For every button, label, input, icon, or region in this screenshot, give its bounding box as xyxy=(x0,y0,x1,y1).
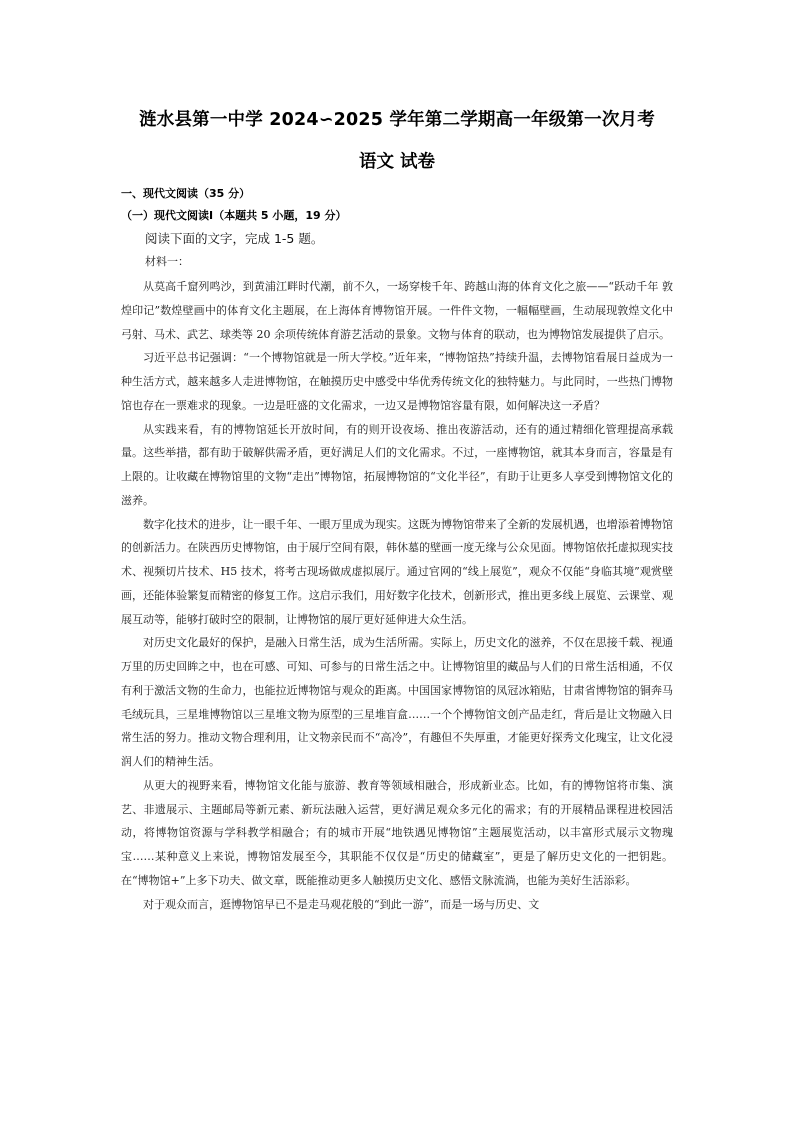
section-heading: 一、现代文阅读（35 分） xyxy=(121,187,251,200)
passage-paragraph: 从莫高千窟列鸣沙，到黄浦江畔时代潮，前不久，一场穿梭千年、跨越山海的体育文化之旅——“跃动千年 敦煌印记”数煌壁画中的体育文化主题展，在上海体育博物馆开展。一件件文物，一幅幅壁画，生动展现敦煌文化中弓射、马术、武艺、球类等 20 余项传统体育游艺活动的景象。文物与体育的联动，也为博物馆发展提供了启示。 xyxy=(121,280,673,341)
passage-body xyxy=(121,275,673,916)
exam-title: 涟水县第一中学 2024∽2025 学年第二学期高一年级第一次月考 xyxy=(139,110,655,130)
exam-subtitle: 语文 试卷 xyxy=(358,152,436,172)
passage-paragraph: 对历史文化最好的保护，是融入日常生活，成为生活所需。实际上，历史文化的滋养，不仅在思接千载、视通万里的历史回眸之中，也在可感、可知、可参与的日常生活之中。让博物馆里的藏品与人们的日常生活相通，不仅有利于激活文物的生命力，也能拉近博物馆与观众的距离。中国国家博物馆的凤冠冰箱贴，甘肃省博物馆的铜奔马毛绒玩具，三星堆博物馆以三星堆文物为原型的三星堆盲盒……一个个博物馆文创产品走红，背后是让文物融入日常生活的努力。推动文物合理利用，让文物亲民而不“高冷”，有趣但不失厚重，才能更好探秀文化瑰宝，让文化浸润人们的精神生活。 xyxy=(121,636,673,768)
passage-paragraph: 从更大的视野来看，博物馆文化能与旅游、教育等领域相融合，形成新业态。比如，有的博物馆将市集、演艺、非遗展示、主题邮局等新元素、新玩法融入运营，更好满足观众多元化的需求；有的开展精品课程进校园活动，将博物馆资源与学科教学相融合；有的城市开展“地铁遇见博物馆”主题展览活动，以丰富形式展示文物瑰宝……某种意义上来说，博物馆发展至今，其职能不仅仅是“历史的储藏室”，更是了解历史文化的一把钥匙。在“博物馆+”上多下功夫、做文章，既能推动更多人触摸历史文化、感悟文脉流淌，也能为美好生活添彩。 xyxy=(121,778,673,887)
passage-paragraph: 数字化技术的进步，让一眼千年、一眼万里成为现实。这既为博物馆带来了全新的发展机遇，也增添着博物馆的创新活力。在陕西历史博物馆，由于展厅空间有限，韩休墓的壁画一度无缘与公众见面。博物馆依托虚拟现实技术、视频切片技术、H5 技术，将考古现场做成虚拟展厅。通过官网的“线上展览”，观众不仅能“身临其境”观赏壁画，还能体验繁复而精密的修复工作。这启示我们，用好数字化技术，创新形式，推出更多线上展览、云课堂、观展互动等，能够打破时空的限制，让博物馆的展厅更好延伸进大众生活。 xyxy=(121,517,673,626)
reading-instruction: 阅读下面的文字，完成 1-5 题。 xyxy=(145,231,324,246)
material-label: 材料一： xyxy=(145,255,189,268)
passage-paragraph: 习近平总书记强调：“一个博物馆就是一所大学校。”近年来，“博物馆热”持续升温，去博物馆看展日益成为一种生活方式，越来越多人走进博物馆，在触摸历史中感受中华优秀传统文化的独特魅力。与此同时，一些热门博物馆也存在一票难求的现象。一边是旺盛的文化需求，一边又是博物馆容量有限，如何解决这一矛盾？ xyxy=(121,351,673,412)
subsection-heading: （一）现代文阅读Ⅰ（本题共 5 小题，19 分） xyxy=(121,209,347,222)
passage-paragraph: 对于观众而言，逛博物馆早已不是走马观花般的“到此一游”，而是一场与历史、文 xyxy=(143,897,540,911)
passage-paragraph: 从实践来看，有的博物馆延长开放时间，有的则开设夜场、推出夜游活动，还有的通过精细化管理提高承载量。这些举措，都有助于破解供需矛盾，更好满足人们的文化需求。不过，一座博物馆，就其本身而言，容量是有上限的。让收藏在博物馆里的文物“走出”博物馆，拓展博物馆的“文化半径”，有助于让更多人享受到博物馆文化的滋养。 xyxy=(121,422,673,507)
